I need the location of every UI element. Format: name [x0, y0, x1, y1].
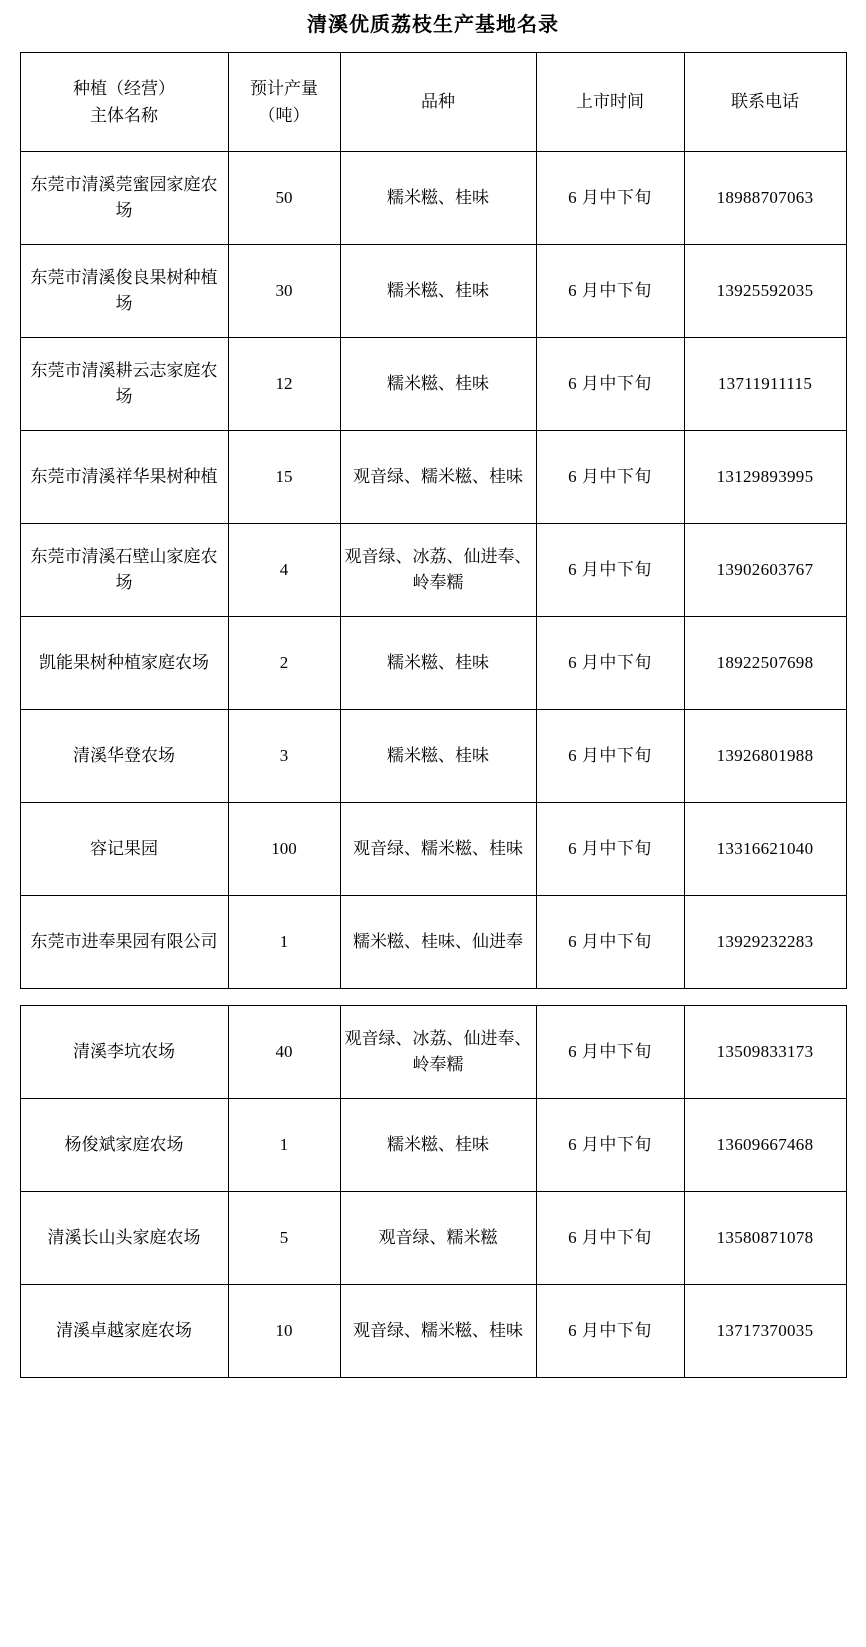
- table-row: [20, 1006, 846, 1099]
- cell-entity-name: 清溪华登农场: [20, 710, 228, 803]
- cell-entity-name: 东莞市清溪祥华果树种植: [20, 431, 228, 524]
- table-row: [20, 431, 846, 524]
- column-header-expected-yield-line2: （吨）: [258, 106, 310, 125]
- page-title: 清溪优质荔枝生产基地名录: [307, 14, 559, 36]
- cell-entity-name: 东莞市清溪石壁山家庭农场: [20, 524, 228, 617]
- cell-entity-name: 容记果园: [20, 803, 228, 896]
- cell-expected-yield: 4: [228, 524, 340, 617]
- cell-variety: 糯米糍、桂味: [340, 245, 536, 338]
- cell-market-time: 6 月中下旬: [536, 152, 684, 245]
- cell-phone: 13929232283: [684, 896, 846, 989]
- production-base-table-part1: [20, 52, 847, 989]
- table-row: [20, 338, 846, 431]
- cell-market-time: 6 月中下旬: [536, 1006, 684, 1099]
- cell-expected-yield: 1: [228, 896, 340, 989]
- column-header-market-time-label: 上市时间: [576, 92, 644, 112]
- cell-market-time: 6 月中下旬: [536, 1099, 684, 1192]
- cell-expected-yield: 2: [228, 617, 340, 710]
- cell-market-time: 6 月中下旬: [536, 803, 684, 896]
- column-header-entity-name-line1: 种植（经营）: [73, 78, 175, 98]
- cell-market-time: 6 月中下旬: [536, 338, 684, 431]
- cell-entity-name: 东莞市清溪莞蜜园家庭农场: [20, 152, 228, 245]
- cell-entity-name: 凯能果树种植家庭农场: [20, 617, 228, 710]
- cell-entity-name: 清溪长山头家庭农场: [20, 1192, 228, 1285]
- column-header-variety-label: 品种: [421, 92, 455, 112]
- cell-market-time: 6 月中下旬: [536, 524, 684, 617]
- cell-phone: 13609667468: [684, 1099, 846, 1192]
- cell-expected-yield: 12: [228, 338, 340, 431]
- table-row: [20, 617, 846, 710]
- cell-phone: 13926801988: [684, 710, 846, 803]
- cell-phone: 13711911115: [684, 338, 846, 431]
- cell-expected-yield: 5: [228, 1192, 340, 1285]
- table-row: [20, 524, 846, 617]
- cell-expected-yield: 100: [228, 803, 340, 896]
- cell-phone: 13902603767: [684, 524, 846, 617]
- cell-market-time: 6 月中下旬: [536, 1192, 684, 1285]
- table-row: [20, 803, 846, 896]
- cell-variety: 观音绿、冰荔、仙进奉、岭奉糯: [340, 1006, 536, 1099]
- table-row: [20, 1099, 846, 1192]
- cell-market-time: 6 月中下旬: [536, 710, 684, 803]
- table-row: [20, 245, 846, 338]
- cell-expected-yield: 3: [228, 710, 340, 803]
- cell-phone: 18988707063: [684, 152, 846, 245]
- cell-variety: 糯米糍、桂味: [340, 152, 536, 245]
- cell-entity-name: 东莞市进奉果园有限公司: [20, 896, 228, 989]
- table-row: [20, 1285, 846, 1378]
- cell-phone: 13509833173: [684, 1006, 846, 1099]
- cell-phone: 13580871078: [684, 1192, 846, 1285]
- cell-expected-yield: 1: [228, 1099, 340, 1192]
- cell-market-time: 6 月中下旬: [536, 431, 684, 524]
- cell-entity-name: 清溪李坑农场: [20, 1006, 228, 1099]
- table-row: [20, 152, 846, 245]
- table-header-row: [20, 53, 846, 152]
- column-header-phone: [684, 53, 846, 152]
- table-row: [20, 1192, 846, 1285]
- cell-phone: 18922507698: [684, 617, 846, 710]
- cell-expected-yield: 15: [228, 431, 340, 524]
- cell-market-time: 6 月中下旬: [536, 617, 684, 710]
- column-header-phone-label: 联系电话: [731, 92, 799, 112]
- cell-entity-name: 清溪卓越家庭农场: [20, 1285, 228, 1378]
- column-header-entity-name-line2: 主体名称: [90, 106, 158, 125]
- cell-variety: 观音绿、糯米糍、桂味: [340, 1285, 536, 1378]
- cell-variety: 糯米糍、桂味、仙进奉: [340, 896, 536, 989]
- cell-market-time: 6 月中下旬: [536, 245, 684, 338]
- cell-variety: 观音绿、糯米糍、桂味: [340, 803, 536, 896]
- cell-phone: 13925592035: [684, 245, 846, 338]
- column-header-variety: [340, 53, 536, 152]
- table-row: [20, 710, 846, 803]
- cell-phone: 13129893995: [684, 431, 846, 524]
- cell-entity-name: 东莞市清溪耕云志家庭农场: [20, 338, 228, 431]
- cell-market-time: 6 月中下旬: [536, 1285, 684, 1378]
- cell-variety: 糯米糍、桂味: [340, 710, 536, 803]
- cell-variety: 观音绿、糯米糍、桂味: [340, 431, 536, 524]
- cell-phone: 13717370035: [684, 1285, 846, 1378]
- column-header-market-time: [536, 53, 684, 152]
- cell-expected-yield: 30: [228, 245, 340, 338]
- production-base-table-part2: [20, 1005, 847, 1378]
- cell-variety: 观音绿、冰荔、仙进奉、岭奉糯: [340, 524, 536, 617]
- column-header-expected-yield: [228, 53, 340, 152]
- cell-entity-name: 东莞市清溪俊良果树种植场: [20, 245, 228, 338]
- cell-variety: 糯米糍、桂味: [340, 1099, 536, 1192]
- cell-variety: 观音绿、糯米糍: [340, 1192, 536, 1285]
- cell-expected-yield: 40: [228, 1006, 340, 1099]
- cell-variety: 糯米糍、桂味: [340, 338, 536, 431]
- column-header-expected-yield-line1: 预计产量: [250, 78, 318, 98]
- cell-expected-yield: 50: [228, 152, 340, 245]
- cell-entity-name: 杨俊斌家庭农场: [20, 1099, 228, 1192]
- cell-phone: 13316621040: [684, 803, 846, 896]
- cell-variety: 糯米糍、桂味: [340, 617, 536, 710]
- column-header-entity-name: [20, 53, 228, 152]
- table-row: [20, 896, 846, 989]
- cell-market-time: 6 月中下旬: [536, 896, 684, 989]
- cell-expected-yield: 10: [228, 1285, 340, 1378]
- table-section-gap: [20, 989, 846, 1005]
